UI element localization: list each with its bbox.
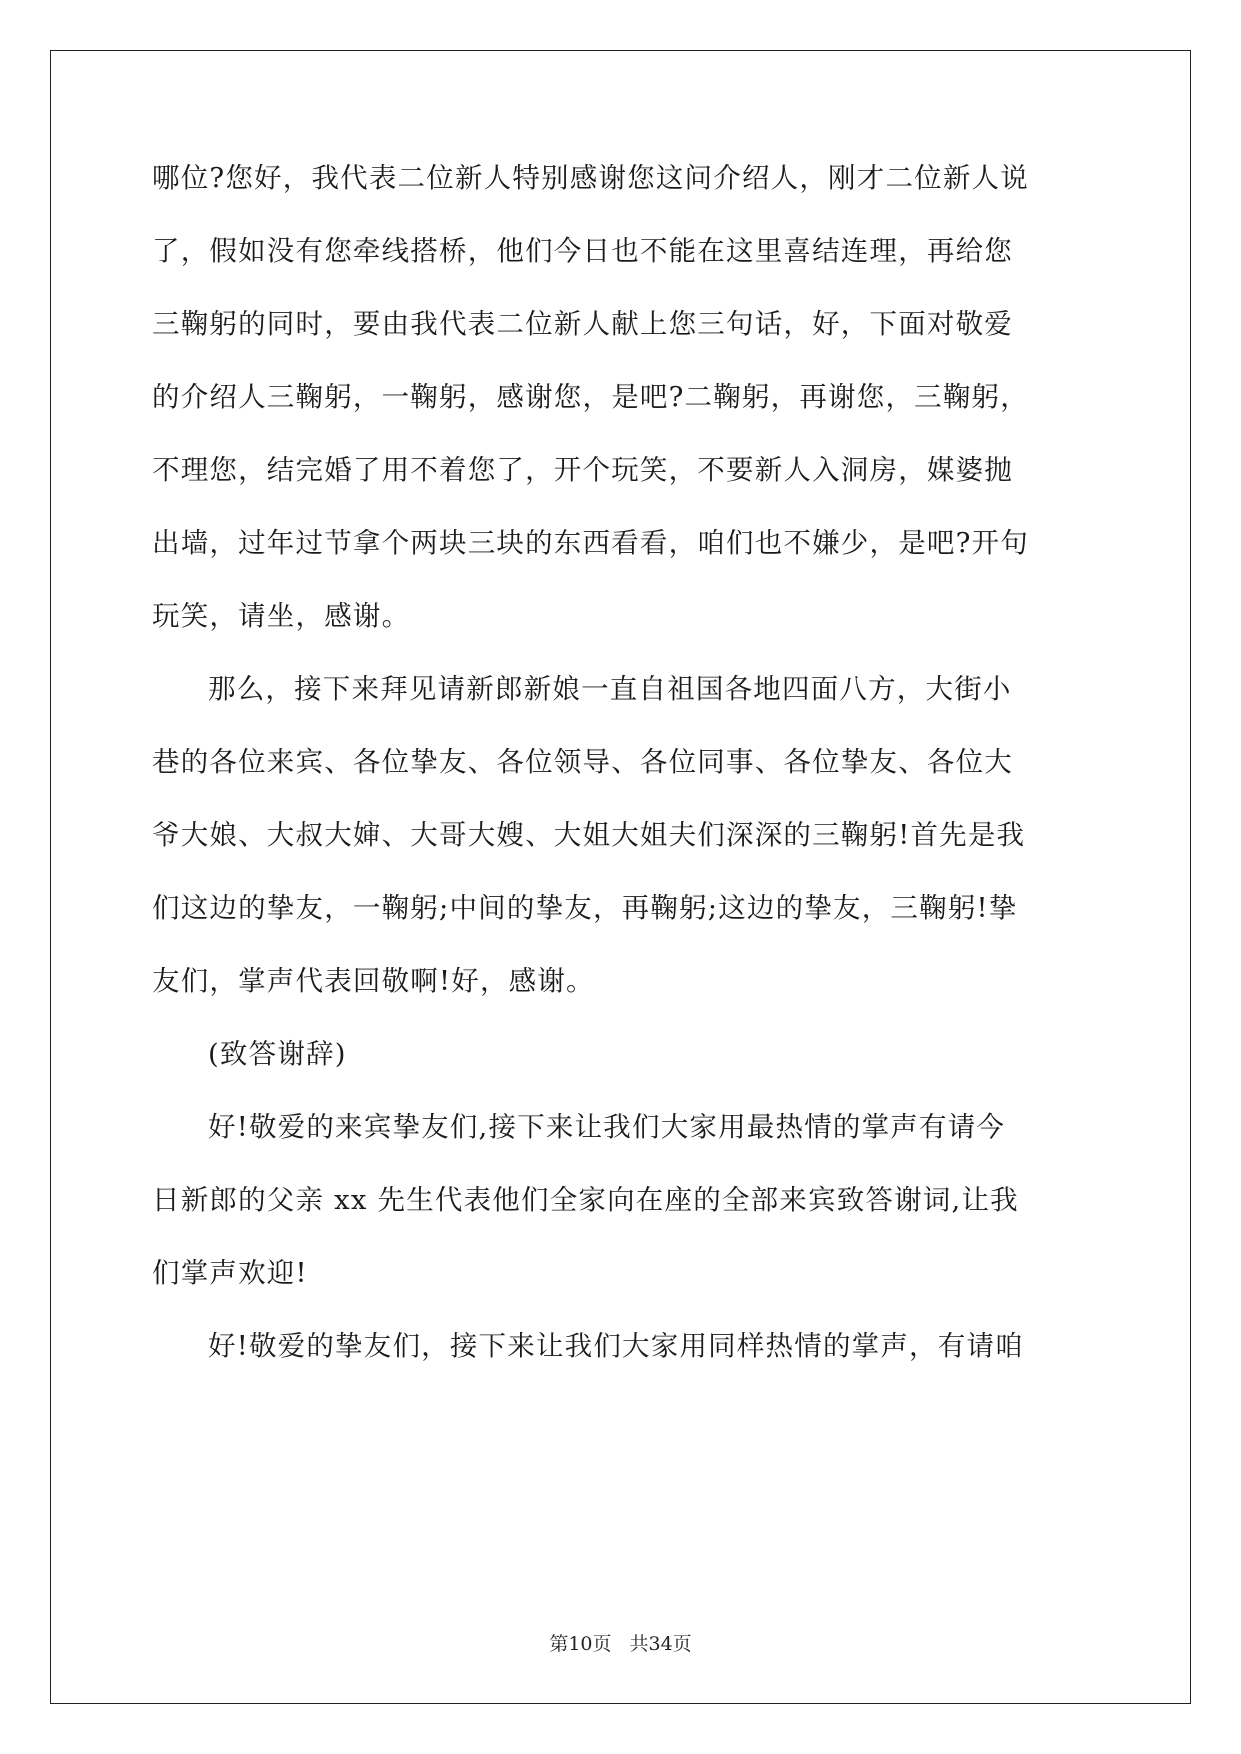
text-line: 们掌声欢迎!	[152, 1257, 308, 1289]
paragraph-first-line: 那么，接下来拜见请新郎新娘一直自祖国各地四面八方，大街小	[208, 673, 1012, 705]
text-line: 们这边的挚友，一鞠躬;中间的挚友，再鞠躬;这边的挚友，三鞠躬!挚	[152, 892, 1018, 924]
text-line: 玩笑，请坐，感谢。	[152, 600, 411, 632]
text-line: 巷的各位来宾、各位挚友、各位领导、各位同事、各位挚友、各位大	[152, 746, 1013, 778]
paragraph-first-line: 好!敬爱的挚友们，接下来让我们大家用同样热情的掌声，有请咱	[208, 1330, 1024, 1362]
page-number: 第10页	[549, 1633, 612, 1655]
text-line: 爷大娘、大叔大婶、大哥大嫂、大姐大姐夫们深深的三鞠躬!首先是我	[152, 819, 1026, 851]
text-line: 友们，掌声代表回敬啊!好，感谢。	[152, 965, 595, 997]
text-line: 三鞠躬的同时，要由我代表二位新人献上您三句话，好，下面对敬爱	[152, 308, 1013, 340]
page-total: 共34页	[629, 1633, 692, 1655]
page-border	[50, 50, 1191, 1704]
text-line: 哪位?您好，我代表二位新人特别感谢您这问介绍人，刚才二位新人说	[152, 162, 1029, 194]
section-heading: (致答谢辞)	[208, 1038, 347, 1070]
text-line: 日新郎的父亲 xx 先生代表他们全家向在座的全部来宾致答谢词,让我	[152, 1184, 1019, 1216]
page-footer	[0, 1632, 1241, 1656]
text-line: 出墙，过年过节拿个两块三块的东西看看，咱们也不嫌少，是吧?开句	[152, 527, 1029, 559]
text-line: 的介绍人三鞠躬，一鞠躬，感谢您，是吧?二鞠躬，再谢您，三鞠躬，	[152, 381, 1029, 413]
text-line: 了，假如没有您牵线搭桥，他们今日也不能在这里喜结连理，再给您	[152, 235, 1013, 267]
paragraph-first-line: 好!敬爱的来宾挚友们,接下来让我们大家用最热情的掌声有请今	[208, 1111, 1006, 1143]
text-line: 不理您，结完婚了用不着您了，开个玩笑，不要新人入洞房，媒婆抛	[152, 454, 1013, 486]
